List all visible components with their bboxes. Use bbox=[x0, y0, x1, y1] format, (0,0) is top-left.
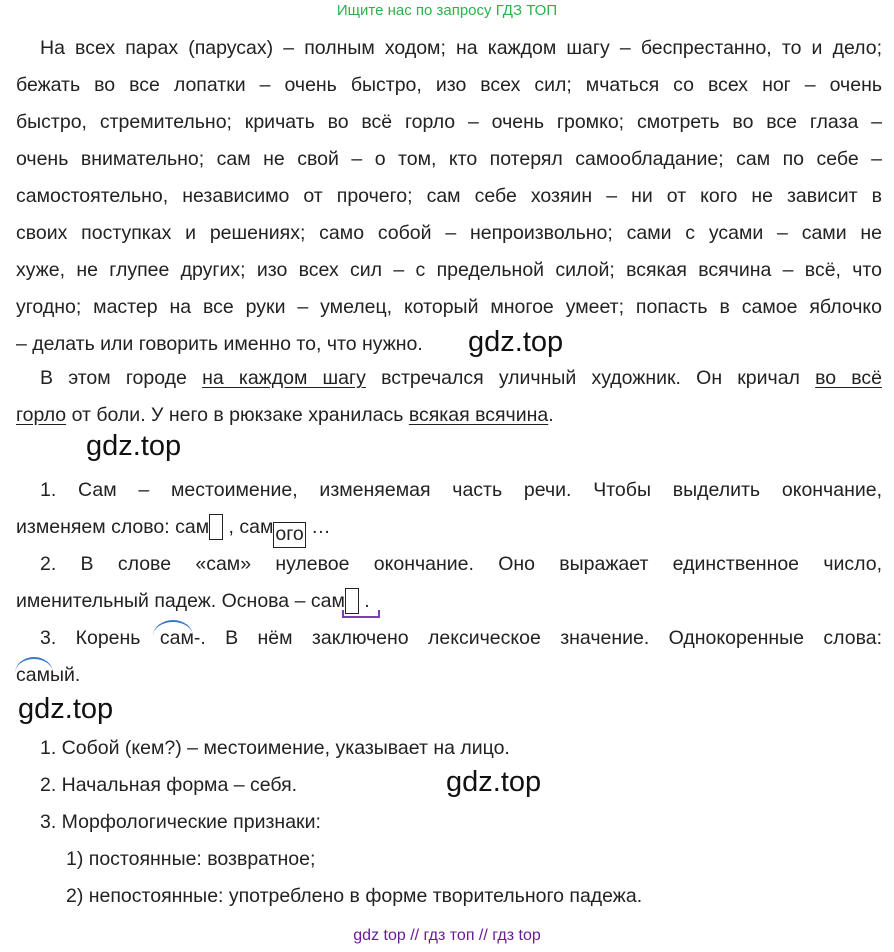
stem-bracket bbox=[342, 610, 380, 618]
watermark: gdz.top bbox=[468, 326, 564, 358]
phrases-paragraph bbox=[16, 30, 882, 363]
watermark: gdz.top bbox=[86, 430, 182, 462]
text-line: очень внимательно; сам не свой – о том, кто потерял самообладание; сам по себе – bbox=[16, 148, 882, 170]
text-line: 3. Корень сам-. В нём заключено лексическое значение. Однокоренные слова: bbox=[40, 627, 882, 649]
underlined-phrase: горло bbox=[16, 404, 67, 426]
list-item: 2. Начальная форма – себя. bbox=[40, 774, 298, 796]
morphology-list bbox=[16, 730, 882, 915]
watermark: gdz.top bbox=[18, 693, 114, 725]
footer-links: gdz top // гдз топ // гдз top bbox=[353, 927, 541, 944]
text-line: бежать во все лопатки – очень быстро, изо всех сил; мчаться со всех ног – очень bbox=[16, 74, 882, 96]
text-line: самый. bbox=[16, 664, 81, 686]
list-item: 1. Собой (кем?) – местоимение, указывает на лицо. bbox=[40, 737, 510, 759]
text-line: 1. Сам – местоимение, изменяемая часть речи. Чтобы выделить окончание, bbox=[40, 479, 882, 501]
list-item: 2) непостоянные: употреблено в форме творительного падежа. bbox=[66, 885, 643, 907]
text-line: горло от боли. У него в рюкзаке хранилась всякая всячина. bbox=[16, 404, 554, 426]
text-line: На всех парах (парусах) – полным ходом; на каждом шагу – беспрестанно, то и дело; bbox=[40, 37, 882, 59]
text-line: самостоятельно, независимо от прочего; сам себе хозяин – ни от кого не зависит в bbox=[16, 185, 882, 207]
text-line: В этом городе на каждом шагу встречался уличный художник. Он кричал во всё bbox=[40, 367, 883, 389]
analysis-paragraph bbox=[16, 472, 882, 694]
root-word: сам- bbox=[159, 627, 201, 649]
list-item: 1) постоянные: возвратное; bbox=[66, 848, 316, 870]
text-line: изменяем слово: сам , сам ого … bbox=[16, 509, 882, 546]
ending-box: ого bbox=[273, 522, 305, 548]
zero-ending-box bbox=[209, 514, 223, 540]
stem-word: сам bbox=[310, 590, 345, 612]
underlined-phrase: во всё bbox=[815, 367, 883, 389]
text-line: своих поступках и решениях; само собой – непроизвольно; сами с усами – сами не bbox=[16, 222, 882, 244]
list-item: 3. Морфологические признаки: bbox=[40, 811, 321, 833]
example-paragraph bbox=[16, 360, 882, 434]
underlined-phrase: всякая всячина bbox=[408, 404, 549, 426]
text-line: угодно; мастер на все руки – умелец, который многое умеет; попасть в самое яблочко bbox=[16, 296, 882, 318]
text-line: хуже, не глупее других; изо всех сил – с предельной силой; всякая всячина – всё, что bbox=[16, 259, 882, 281]
text-line: 2. В слове «сам» нулевое окончание. Оно выражает единственное число, bbox=[40, 553, 882, 575]
underlined-phrase: на каждом шагу bbox=[202, 367, 366, 389]
site-banner: Ищите нас по запросу ГДЗ ТОП bbox=[336, 2, 558, 19]
text-line: именительный падеж. Основа – сам . bbox=[16, 590, 370, 612]
text-line: быстро, стремительно; кричать во всё горло – очень громко; смотреть во все глаза – bbox=[16, 111, 882, 133]
text-line: – делать или говорить именно то, что нужно. bbox=[16, 333, 423, 355]
watermark: gdz.top bbox=[446, 766, 542, 798]
